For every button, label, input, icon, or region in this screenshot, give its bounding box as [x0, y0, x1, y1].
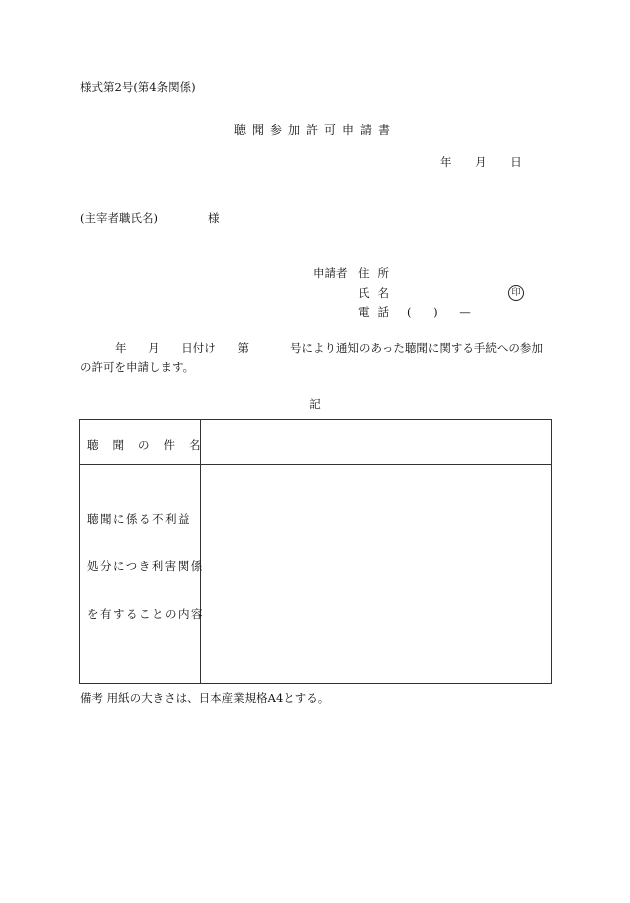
address-label: 住所 [358, 266, 397, 280]
interest-label-line1: 聴聞に係る不利益 [87, 512, 191, 526]
table-row-subject [80, 420, 551, 465]
column-divider [200, 420, 201, 683]
document-title: 聴聞参加許可申請書 [233, 123, 396, 137]
phone-format: ( ) — [407, 305, 471, 319]
body-date-part: 年 月 日付け 第 [115, 341, 249, 355]
date-line: 年 月 日 [440, 155, 522, 169]
detail-table [79, 419, 552, 684]
applicant-label: 申請者 [313, 266, 348, 280]
ki-heading: 記 [309, 397, 321, 411]
body-text-line2: の許可を申請します。 [80, 360, 195, 374]
seal-icon: 印 [508, 285, 524, 301]
name-label: 氏名 [358, 286, 397, 300]
interest-label-line3: を有することの内容 [87, 607, 204, 621]
phone-label: 電話 [358, 305, 397, 319]
body-text-line1: 号により通知のあった聴聞に関する手続への参加 [290, 341, 543, 355]
addressee-honorific: 様 [208, 211, 220, 225]
form-number: 様式第2号(第4条関係) [80, 80, 196, 94]
addressee-name-field: (主宰者職氏名) [80, 211, 158, 225]
hearing-subject-label: 聴聞の件名 [87, 438, 215, 452]
remarks-note: 備考 用紙の大きさは、日本産業規格A4とする。 [80, 691, 330, 705]
interest-label-line2: 処分につき利害関係 [87, 559, 204, 573]
